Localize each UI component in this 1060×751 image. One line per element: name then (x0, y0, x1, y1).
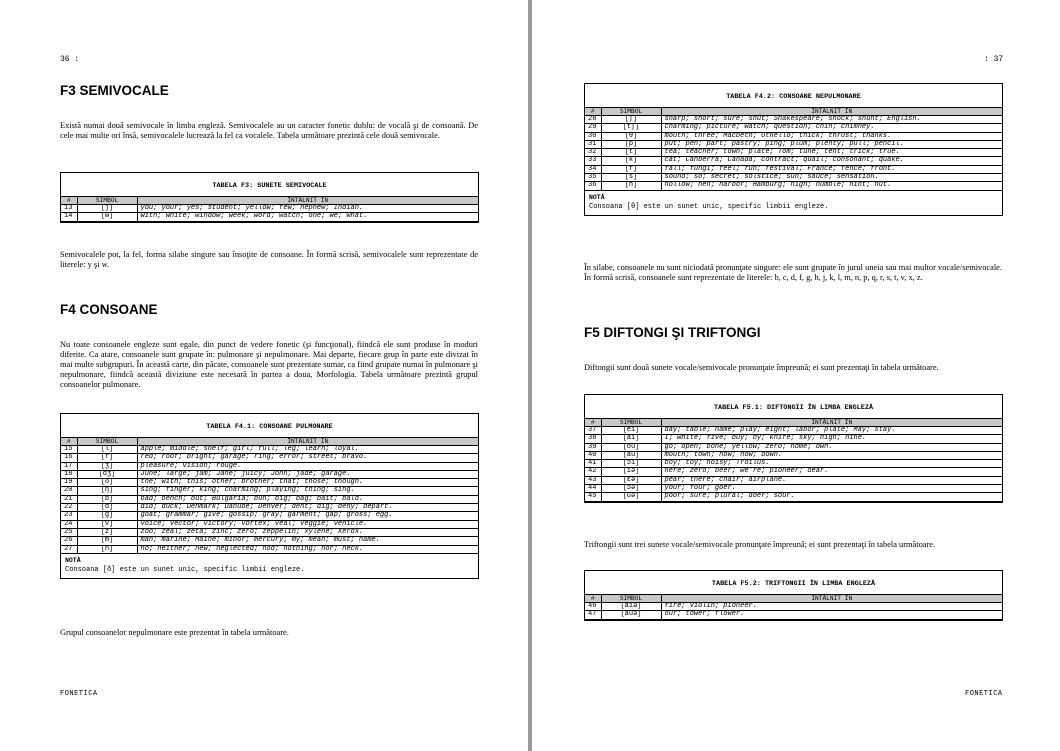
col-header-number: # (585, 108, 601, 116)
row-symbol: [tʃ] (601, 124, 661, 132)
row-number: 41 (585, 460, 601, 468)
row-symbol: [auə] (601, 611, 661, 619)
row-examples: mouth; town; how; now; down. (661, 451, 1002, 459)
row-number: 31 (585, 140, 601, 148)
row-symbol: [v] (77, 520, 137, 528)
row-examples: charming; picture; watch; question; chin; chimney. (661, 124, 1002, 132)
row-symbol: [w] (77, 213, 137, 221)
col-header-found-in: ÎNTÂLNIT ÎN (137, 438, 478, 446)
row-number: 32 (585, 149, 601, 157)
row-symbol: [s] (601, 174, 661, 182)
note-text: Consoana [ð] este un sunet unic, specific limbii engleze. (65, 565, 305, 574)
section-heading-f4: F4 CONSOANE (60, 302, 158, 317)
col-header-number: # (585, 419, 601, 427)
table-caption: TABELA F4.1: CONSOANE PULMONARE (206, 423, 333, 431)
table-f4-1 (60, 413, 479, 579)
row-number: 25 (61, 528, 77, 536)
table-grid (585, 418, 1002, 502)
row-examples: goat; grammar; give; gossip; gray; garment; gap; gross; egg. (137, 512, 478, 520)
row-number: 28 (585, 116, 601, 124)
row-number: 34 (585, 165, 601, 173)
table-row (585, 174, 1002, 182)
f5-paragraph: Diftongii sunt două sunete vocale/semivocale pronunţate împreună; ei sunt prezentaţi în tabela următoare. (584, 363, 939, 372)
row-examples: boy; toy; noisy; Troilus. (661, 460, 1002, 468)
table-caption: TABELA F4.2: CONSOANE NEPULMONARE (726, 93, 861, 101)
row-number: 18 (61, 470, 77, 478)
row-symbol: [ou] (601, 443, 661, 451)
row-examples: go; open; bone; yellow; zero; home; own. (661, 443, 1002, 451)
row-symbol: [r] (77, 454, 137, 462)
row-number: 26 (61, 537, 77, 545)
row-symbol: [p] (601, 140, 661, 148)
f3-after-paragraph (60, 250, 478, 270)
row-number: 20 (61, 487, 77, 495)
section-heading-f5: F5 DIFTONGI ŞI TRIFTONGI (584, 325, 761, 340)
col-header-symbol: SIMBOL (601, 419, 661, 427)
row-symbol: [iə] (601, 468, 661, 476)
row-number: 36 (585, 182, 601, 190)
row-number: 46 (585, 603, 601, 611)
row-number: 21 (61, 495, 77, 503)
row-symbol: [t] (601, 149, 661, 157)
left-page (0, 0, 528, 751)
table-row (585, 451, 1002, 459)
row-examples: cat; Canberra; Canada; contract; quail; consonant; quake. (661, 157, 1002, 165)
row-symbol: [au] (601, 451, 661, 459)
row-symbol: [ʒ] (77, 462, 137, 470)
table-caption: TABELA F3: SUNETE SEMIVOCALE (212, 182, 327, 190)
table-row (585, 435, 1002, 443)
row-number: 27 (61, 545, 77, 553)
table-row (61, 454, 478, 462)
row-examples: poor; sure; plural; doer; sour. (661, 493, 1002, 501)
row-examples: pear; there; chair; airplane. (661, 476, 1002, 484)
row-examples: hollow; hen; harbor; Hamburg; high; humble; hint; hut. (661, 182, 1002, 190)
note-label: NOTĂ (589, 193, 605, 201)
row-symbol: [ð] (77, 479, 137, 487)
f4-paragraph: Nu toate consoanele engleze sunt egale, din punct de vedere fonetic (şi funcţional), fiindcă ele sunt produse în moduri diferite. Ca atare, consoanele sunt grupate în: pulmonare şi nepulmonare. Mai departe, fiecare grup în parte este divizat în mai multe subgrupuri. În această carte, din păcate, consoanele sunt prezentate sumar, ca fiind grupate numai în pulmonare şi nepulmonare, fiindcă această diviziune este necesară în partea a doua, Morfologia. Tabela următoare prezintă grupul consoanelor pulmonare. (60, 340, 478, 389)
table-f3 (60, 172, 479, 223)
row-symbol: [d] (77, 504, 137, 512)
row-number: 39 (585, 443, 601, 451)
row-number: 22 (61, 504, 77, 512)
page-number: 36 : (60, 55, 80, 64)
row-number: 33 (585, 157, 601, 165)
table-row (585, 149, 1002, 157)
row-symbol: [ŋ] (77, 487, 137, 495)
f3-after-text: Semivocalele pot, la fel, forma silabe singure sau însoţite de consoane. În formă scrisă, semivocalele sunt reprezentate de literele: y şi w. (60, 250, 478, 269)
table-grid (61, 196, 478, 222)
row-examples: mouth; three; Macbeth; Othello; thick; thrust; thanks. (661, 132, 1002, 140)
table-row (585, 182, 1002, 190)
row-symbol: [n] (77, 545, 137, 553)
col-header-symbol: SIMBOL (77, 438, 137, 446)
row-examples: the; with; this; other; brother; that; those; though. (137, 479, 478, 487)
row-examples: you; your; yes; student; yellow; few; nephew; Indian. (137, 205, 478, 213)
row-examples: sound; so; secret; solstice; sun; sauce; sensation. (661, 174, 1002, 182)
row-examples: tea; teacher; town; plate; Tom; tune; tent; trick; true. (661, 149, 1002, 157)
note-text: Consoana [θ] este un sunet unic, specific limbii engleze. (589, 202, 829, 211)
row-examples: red; roof; bright; garage; ring; error; street; bravo. (137, 454, 478, 462)
row-number: 42 (585, 468, 601, 476)
row-number: 35 (585, 174, 601, 182)
row-number: 47 (585, 611, 601, 619)
table-f4-2 (584, 83, 1003, 216)
row-examples: fall; fungi; feel; fun; festival; France; fence; front. (661, 165, 1002, 173)
col-header-symbol: SIMBOL (77, 197, 137, 205)
table-row (61, 470, 478, 478)
row-examples: bad; bench; but; Bulgaria; bun; big; bag; bait; bald. (137, 495, 478, 503)
table-note (61, 554, 478, 578)
row-number: 44 (585, 485, 601, 493)
col-header-number: # (585, 595, 601, 603)
row-number: 38 (585, 435, 601, 443)
col-header-symbol: SIMBOL (601, 108, 661, 116)
table-caption: TABELA F5.1: DIFTONGII ÎN LIMBA ENGLEZĂ (713, 404, 874, 412)
row-symbol: [ei] (601, 427, 661, 435)
f4-after-paragraph: Grupul consoanelor nepulmonare este prezentat în tabela următoare. (60, 628, 289, 637)
table-row (61, 213, 478, 221)
row-examples: here; zero; beer; we're; pioneer; dear. (661, 468, 1002, 476)
table-row (585, 165, 1002, 173)
table-row (585, 493, 1002, 501)
consonants-after-paragraph: În silabe, consoanele nu sunt niciodată pronunţate singure: ele sunt grupate în jurul uneia sau mai multor vocale/semivocale. În formă scrisă, consoanele sunt reprezentate de literele: b, c, d, f, g, h, j, k, l, m, n, p, q, r, s, t, v, x, z. (584, 263, 1002, 282)
row-number: 17 (61, 462, 77, 470)
table-row (61, 537, 478, 545)
table-row (61, 528, 478, 536)
table-row (61, 462, 478, 470)
table-row (585, 485, 1002, 493)
page-footer: FONETICA (965, 690, 1003, 698)
row-examples: day; table; name; play; eight; labor; plate; May; stay. (661, 427, 1002, 435)
col-header-symbol: SIMBOL (601, 595, 661, 603)
table-row (585, 427, 1002, 435)
table-row (585, 468, 1002, 476)
row-symbol: [εə] (601, 476, 661, 484)
row-symbol: [m] (77, 537, 137, 545)
row-examples: apple; middle; shelf; girl; full; leg; learn; loyal. (137, 446, 478, 454)
row-number: 40 (585, 451, 601, 459)
table-row (61, 205, 478, 213)
table-row (585, 611, 1002, 619)
table-grid (61, 437, 478, 554)
table-grid (585, 107, 1002, 191)
row-examples: our; tower; flower. (661, 611, 1002, 619)
row-number: 16 (61, 454, 77, 462)
row-number: 19 (61, 479, 77, 487)
col-header-found-in: ÎNTÂLNIT ÎN (661, 108, 1002, 116)
row-examples: your; four; goer. (661, 485, 1002, 493)
table-f5-1 (584, 394, 1003, 503)
table-f5-2 (584, 570, 1003, 621)
row-symbol: [aiə] (601, 603, 661, 611)
row-examples: voice; vector; victory; vortex; veal; veggie; vehicle. (137, 520, 478, 528)
row-symbol: [l] (77, 446, 137, 454)
row-number: 24 (61, 520, 77, 528)
table-row (61, 504, 478, 512)
row-symbol: [h] (601, 182, 661, 190)
table-row (585, 157, 1002, 165)
row-symbol: [dʒ] (77, 470, 137, 478)
row-symbol: [j] (77, 205, 137, 213)
table-row (61, 520, 478, 528)
table-caption: TABELA F5.2: TRIFTONGII ÎN LIMBA ENGLEZĂ (711, 580, 876, 588)
row-symbol: [k] (601, 157, 661, 165)
note-label: NOTĂ (65, 556, 81, 564)
row-examples: fire; violin; pioneer. (661, 603, 1002, 611)
row-symbol: [θ] (601, 132, 661, 140)
table-row (585, 603, 1002, 611)
triphthongs-paragraph: Triftongii sunt trei sunete vocale/semivocale pronunţate împreună; ei sunt prezentaţi în tabela următoare. (584, 540, 936, 549)
row-examples: I; white; five; buy; by; knife; sky; high; nine. (661, 435, 1002, 443)
f3-paragraph: Există numai două semivocale în limba engleză. Semivocalele au un caracter fonetic dublu: de vocală şi de consoană. De cele mai multe ori însă, semivocalele lucrează la fel ca vocalele. Tabela următoare prezintă cele două semivocale. (60, 121, 478, 140)
table-row (61, 495, 478, 503)
row-number: 23 (61, 512, 77, 520)
table-row (585, 132, 1002, 140)
row-symbol: [ʃ] (601, 116, 661, 124)
row-examples: did; duck; Denmark; Danube; Denver; dent; dig; deny; depart. (137, 504, 478, 512)
table-note (585, 191, 1002, 215)
table-row (585, 140, 1002, 148)
row-symbol: [z] (77, 528, 137, 536)
row-number: 30 (585, 132, 601, 140)
col-header-number: # (61, 438, 77, 446)
row-examples: sharp; short; sure; shut; Shakespeare; shock; shunt; English. (661, 116, 1002, 124)
row-examples: with; white; window; week; word; watch; one; we; what. (137, 213, 478, 221)
row-examples: man; marine; Maine; minor; mercury; my; mean; must; name. (137, 537, 478, 545)
row-symbol: [f] (601, 165, 661, 173)
row-number: 13 (61, 205, 77, 213)
table-row (585, 124, 1002, 132)
row-number: 15 (61, 446, 77, 454)
right-page (532, 0, 1060, 751)
row-examples: sing; finger; king; charming; playing; thing; sing. (137, 487, 478, 495)
table-row (61, 512, 478, 520)
row-examples: zoo; zeal; zeta; zinc; zero; zeppelin; xylene; Xerox. (137, 528, 478, 536)
row-number: 29 (585, 124, 601, 132)
row-symbol: [uə] (601, 493, 661, 501)
table-row (61, 446, 478, 454)
table-row (61, 487, 478, 495)
section-heading-f3: F3 SEMIVOCALE (60, 83, 169, 98)
row-number: 14 (61, 213, 77, 221)
row-examples: no; neither; new; neglected; nod; nothing; nor; neck. (137, 545, 478, 553)
row-symbol: [b] (77, 495, 137, 503)
table-row (61, 545, 478, 553)
row-number: 45 (585, 493, 601, 501)
col-header-found-in: ÎNTÂLNIT ÎN (661, 595, 1002, 603)
row-examples: June; large; jam; Jane; juicy; John; jade; garage. (137, 470, 478, 478)
table-row (585, 460, 1002, 468)
row-symbol: [g] (77, 512, 137, 520)
row-examples: pleasure; vision; rouge. (137, 462, 478, 470)
col-header-found-in: ÎNTÂLNIT ÎN (137, 197, 478, 205)
page-footer: FONETICA (60, 690, 98, 698)
col-header-found-in: ÎNTÂLNIT ÎN (661, 419, 1002, 427)
page-number: : 37 (984, 55, 1004, 64)
row-number: 37 (585, 427, 601, 435)
table-grid (585, 594, 1002, 620)
row-symbol: [ɔə] (601, 485, 661, 493)
table-row (61, 479, 478, 487)
table-row (585, 476, 1002, 484)
table-row (585, 116, 1002, 124)
col-header-number: # (61, 197, 77, 205)
row-examples: put; pen; part; pastry; ping; plum; plenty; pull; pencil. (661, 140, 1002, 148)
row-number: 43 (585, 476, 601, 484)
row-symbol: [ɔi] (601, 460, 661, 468)
row-symbol: [ai] (601, 435, 661, 443)
table-row (585, 443, 1002, 451)
